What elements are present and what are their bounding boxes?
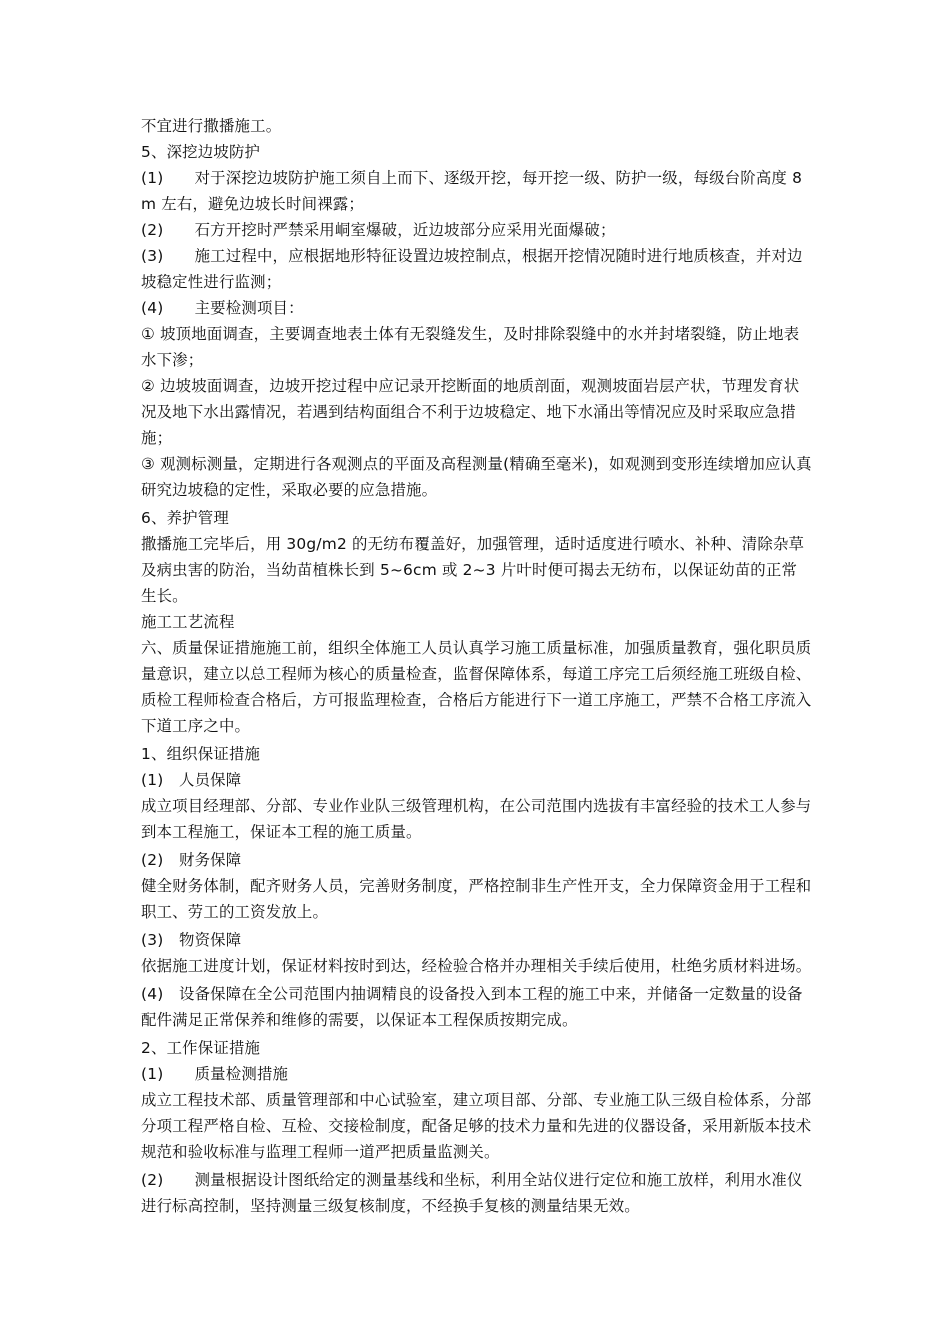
item-materials: (3) 物资保障 [141,931,242,949]
list-item-4: (4) 主要检测项目： [141,299,304,317]
item-survey: (2) 测量根据设计图纸给定的测量基线和坐标，利用全站仪进行定位和施工放样，利用水准仪进行标高控制，坚持测量三级复核制度，不经换手复核的测量结果无效。 [141,1171,803,1215]
paragraph-personnel: 成立项目经理部、分部、专业作业队三级管理机构，在公司范围内选拔有丰富经验的技术工人参与到本工程施工，保证本工程的施工质量。 [141,797,812,841]
heading-process-flow: 施工工艺流程 [141,613,235,631]
heading-maintenance: 6、养护管理 [141,509,229,527]
heading-organization-measures: 1、组织保证措施 [141,745,261,763]
paragraph-quality-inspection: 成立工程技术部、质量管理部和中心试验室，建立项目部、分部、专业施工队三级自检体系，分部分项工程严格自检、互检、交接检制度，配备足够的技术力量和先进的仪器设备，采用新版本技术规范和验收标准与监理工程师一道严把质量监测关。 [141,1091,812,1161]
item-equipment: (4) 设备保障在全公司范围内抽调精良的设备投入到本工程的施工中来，并储备一定数量的设备配件满足正常保养和维修的需要，以保证本工程保质按期完成。 [141,985,803,1029]
item-quality-inspection: (1) 质量检测措施 [141,1065,289,1083]
heading-work-measures: 2、工作保证措施 [141,1039,261,1057]
item-personnel: (1) 人员保障 [141,771,242,789]
list-item-1: (1) 对于深挖边坡防护施工须自上而下、逐级开挖，每开挖一级、防护一级，每级台阶高度 8m 左右，避免边坡长时间裸露； [141,169,803,213]
sub-item-1: ① 坡顶地面调查，主要调查地表土体有无裂缝发生，及时排除裂缝中的水并封堵裂缝，防止地表水下渗； [141,325,800,369]
sub-item-3: ③ 观测标测量，定期进行各观测点的平面及高程测量(精确至毫米)，如观测到变形连续增加应认真研究边坡稳的定性，采取必要的应急措施。 [141,455,812,499]
heading-slope-protection: 5、深挖边坡防护 [141,143,261,161]
list-item-2: (2) 石方开挖时严禁采用峒室爆破，近边坡部分应采用光面爆破； [141,221,616,239]
paragraph-continuation: 不宜进行撒播施工。 [141,117,282,135]
paragraph-materials: 依据施工进度计划，保证材料按时到达，经检验合格并办理相关手续后使用，杜绝劣质材料进场。 [141,957,812,975]
item-finance: (2) 财务保障 [141,851,242,869]
paragraph-finance: 健全财务体制，配齐财务人员，完善财务制度，严格控制非生产性开支，全力保障资金用于工程和职工、劳工的工资发放上。 [141,877,812,921]
paragraph-quality-assurance: 六、质量保证措施施工前，组织全体施工人员认真学习施工质量标准，加强质量教育，强化职员质量意识，建立以总工程师为核心的质量检查，监督保障体系，每道工序完工后须经施工班级自检、质检工程师检查合格后，方可报监理检查，合格后方能进行下一道工序施工，严禁不合格工序流入下道工序之中。 [141,639,812,735]
sub-item-2: ② 边坡坡面调查，边坡开挖过程中应记录开挖断面的地质剖面，观测坡面岩层产状，节理发育状况及地下水出露情况，若遇到结构面组合不利于边坡稳定、地下水涌出等情况应及时采取应急措施； [141,377,800,447]
paragraph-maintenance: 撒播施工完毕后，用 30g/m2 的无纺布覆盖好，加强管理，适时适度进行喷水、补种、清除杂草及病虫害的防治，当幼苗植株长到 5~6cm 或 2~3 片叶时便可揭去无纺布，以保证幼苗的正常生长。 [141,535,805,605]
list-item-3: (3) 施工过程中，应根据地形特征设置边坡控制点，根据开挖情况随时进行地质核查，并对边坡稳定性进行监测； [141,247,803,291]
